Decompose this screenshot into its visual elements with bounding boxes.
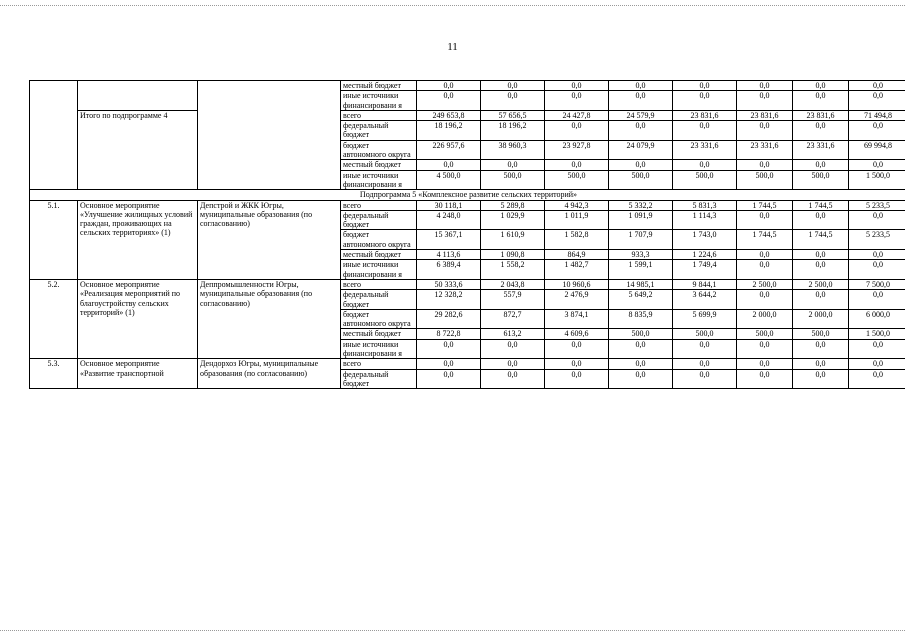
source-cell: иные источники финансировани я (341, 91, 417, 111)
amount-cell: 0,0 (737, 290, 793, 310)
table-row (30, 110, 905, 120)
executor-cell (198, 81, 341, 190)
amount-cell: 1 482,7 (545, 260, 609, 280)
amount-cell: 226 957,6 (417, 140, 481, 160)
amount-cell: 0,0 (545, 81, 609, 91)
table-row (30, 200, 905, 210)
amount-cell: 0,0 (849, 339, 905, 359)
amount-cell: 1 610,9 (481, 230, 545, 250)
total-label: Итого по подпрограмме 4 (78, 110, 198, 189)
amount-cell: 2 500,0 (793, 279, 849, 289)
source-cell: федеральный бюджет (341, 290, 417, 310)
amount-cell: 1 744,5 (737, 200, 793, 210)
source-cell: федеральный бюджет (341, 369, 417, 389)
amount-cell: 1 749,4 (673, 260, 737, 280)
amount-cell: 1 029,9 (481, 210, 545, 230)
page-number: 11 (447, 41, 458, 53)
source-cell: местный бюджет (341, 329, 417, 339)
amount-cell: 0,0 (849, 121, 905, 141)
amount-cell: 1 558,2 (481, 260, 545, 280)
amount-cell: 1 743,0 (673, 230, 737, 250)
amount-cell: 2 000,0 (793, 309, 849, 329)
amount-cell: 3 874,1 (545, 309, 609, 329)
amount-cell: 6 389,4 (417, 260, 481, 280)
amount-cell: 5 332,2 (609, 200, 673, 210)
amount-cell: 0,0 (545, 121, 609, 141)
amount-cell: 18 196,2 (481, 121, 545, 141)
amount-cell: 0,0 (417, 91, 481, 111)
amount-cell: 1 599,1 (609, 260, 673, 280)
amount-cell: 500,0 (673, 329, 737, 339)
amount-cell: 0,0 (609, 369, 673, 389)
amount-cell: 8 722,8 (417, 329, 481, 339)
amount-cell: 4 500,0 (417, 170, 481, 190)
amount-cell: 0,0 (673, 91, 737, 111)
amount-cell: 0,0 (793, 91, 849, 111)
amount-cell: 500,0 (793, 329, 849, 339)
amount-cell: 7 500,0 (849, 279, 905, 289)
item-number: 5.3. (30, 359, 78, 389)
amount-cell: 0,0 (481, 339, 545, 359)
amount-cell: 0,0 (673, 339, 737, 359)
amount-cell: 500,0 (609, 170, 673, 190)
amount-cell: 14 985,1 (609, 279, 673, 289)
amount-cell: 0,0 (793, 260, 849, 280)
amount-cell: 5 233,5 (849, 200, 905, 210)
amount-cell: 4 113,6 (417, 250, 481, 260)
amount-cell: 0,0 (673, 121, 737, 141)
amount-cell: 0,0 (737, 260, 793, 280)
source-cell: иные источники финансировани я (341, 260, 417, 280)
amount-cell: 0,0 (545, 91, 609, 111)
amount-cell: 24 427,8 (545, 110, 609, 120)
source-cell: иные источники финансировани я (341, 170, 417, 190)
amount-cell: 6 000,0 (849, 309, 905, 329)
activity-name: Основное мероприятие «Улучшение жилищных условий граждан, проживающих на сельских территориях» (1) (78, 200, 198, 279)
amount-cell: 500,0 (545, 170, 609, 190)
amount-cell: 2 500,0 (737, 279, 793, 289)
scan-bottom-edge (0, 630, 905, 632)
amount-cell: 38 960,3 (481, 140, 545, 160)
amount-cell: 0,0 (545, 160, 609, 170)
amount-cell: 23 831,6 (737, 110, 793, 120)
amount-cell: 500,0 (481, 170, 545, 190)
amount-cell: 23 331,6 (737, 140, 793, 160)
budget-table (29, 80, 905, 389)
amount-cell: 864,9 (545, 250, 609, 260)
amount-cell: 23 927,8 (545, 140, 609, 160)
source-cell: федеральный бюджет (341, 210, 417, 230)
amount-cell: 0,0 (609, 121, 673, 141)
amount-cell: 0,0 (737, 369, 793, 389)
amount-cell: 18 196,2 (417, 121, 481, 141)
table-row (30, 190, 905, 200)
amount-cell: 2 476,9 (545, 290, 609, 310)
amount-cell: 5 233,5 (849, 230, 905, 250)
amount-cell: 0,0 (737, 81, 793, 91)
amount-cell: 1 224,6 (673, 250, 737, 260)
amount-cell: 0,0 (417, 160, 481, 170)
amount-cell: 0,0 (737, 339, 793, 359)
source-cell: бюджет автономного округа (341, 230, 417, 250)
amount-cell: 4 942,3 (545, 200, 609, 210)
amount-cell: 0,0 (481, 369, 545, 389)
amount-cell: 1 091,9 (609, 210, 673, 230)
amount-cell: 5 649,2 (609, 290, 673, 310)
amount-cell: 500,0 (609, 329, 673, 339)
source-cell: иные источники финансировани я (341, 339, 417, 359)
amount-cell: 0,0 (417, 339, 481, 359)
source-cell: всего (341, 279, 417, 289)
amount-cell: 0,0 (793, 121, 849, 141)
amount-cell: 872,7 (481, 309, 545, 329)
source-cell: всего (341, 200, 417, 210)
table-row (30, 81, 905, 91)
amount-cell: 0,0 (793, 369, 849, 389)
amount-cell: 1 707,9 (609, 230, 673, 250)
amount-cell: 613,2 (481, 329, 545, 339)
amount-cell: 29 282,6 (417, 309, 481, 329)
amount-cell: 0,0 (793, 290, 849, 310)
activity-name: Основное мероприятие «Развитие транспортной (78, 359, 198, 389)
amount-cell: 0,0 (793, 359, 849, 369)
activity-name: Основное мероприятие «Реализация мероприятий по благоустройству сельских территорий» (1) (78, 279, 198, 358)
amount-cell: 1 582,8 (545, 230, 609, 250)
amount-cell: 1 011,9 (545, 210, 609, 230)
amount-cell: 24 079,9 (609, 140, 673, 160)
amount-cell: 0,0 (793, 339, 849, 359)
amount-cell: 0,0 (609, 91, 673, 111)
subprogram-title: Подпрограмма 5 «Комплексное развитие сельских территорий» (30, 190, 905, 200)
amount-cell: 0,0 (793, 210, 849, 230)
amount-cell: 0,0 (849, 210, 905, 230)
amount-cell: 4 248,0 (417, 210, 481, 230)
amount-cell: 0,0 (737, 210, 793, 230)
amount-cell: 0,0 (417, 81, 481, 91)
amount-cell: 0,0 (609, 160, 673, 170)
amount-cell: 8 835,9 (609, 309, 673, 329)
amount-cell: 0,0 (609, 339, 673, 359)
amount-cell: 0,0 (481, 160, 545, 170)
amount-cell: 23 831,6 (793, 110, 849, 120)
amount-cell: 0,0 (849, 359, 905, 369)
amount-cell: 1 744,5 (793, 200, 849, 210)
amount-cell: 1 744,5 (793, 230, 849, 250)
amount-cell: 4 609,6 (545, 329, 609, 339)
amount-cell: 557,9 (481, 290, 545, 310)
amount-cell: 23 331,6 (673, 140, 737, 160)
scan-top-edge (0, 5, 905, 7)
executor-name: Депстрой и ЖКК Югры, муниципальные образования (по согласованию) (198, 200, 341, 279)
amount-cell: 0,0 (737, 160, 793, 170)
amount-cell: 0,0 (673, 81, 737, 91)
amount-cell: 0,0 (793, 81, 849, 91)
item-number: 5.1. (30, 200, 78, 279)
amount-cell: 0,0 (673, 359, 737, 369)
source-cell: всего (341, 110, 417, 120)
amount-cell: 30 118,1 (417, 200, 481, 210)
amount-cell: 57 656,5 (481, 110, 545, 120)
amount-cell: 2 043,8 (481, 279, 545, 289)
source-cell: местный бюджет (341, 160, 417, 170)
amount-cell: 0,0 (545, 339, 609, 359)
amount-cell: 1 744,5 (737, 230, 793, 250)
amount-cell: 1 090,8 (481, 250, 545, 260)
amount-cell: 0,0 (849, 260, 905, 280)
amount-cell: 0,0 (673, 369, 737, 389)
activity-cell (78, 81, 198, 111)
amount-cell: 1 500,0 (849, 170, 905, 190)
amount-cell: 0,0 (737, 250, 793, 260)
amount-cell: 9 844,1 (673, 279, 737, 289)
source-cell: бюджет автономного округа (341, 140, 417, 160)
amount-cell: 500,0 (793, 170, 849, 190)
amount-cell: 0,0 (481, 81, 545, 91)
amount-cell: 0,0 (481, 91, 545, 111)
amount-cell: 5 699,9 (673, 309, 737, 329)
amount-cell: 0,0 (849, 369, 905, 389)
source-cell: местный бюджет (341, 250, 417, 260)
amount-cell: 10 960,6 (545, 279, 609, 289)
amount-cell: 0,0 (481, 359, 545, 369)
amount-cell: 50 333,6 (417, 279, 481, 289)
executor-name: Дендорхоз Югры, муниципальные образования (по согласованию) (198, 359, 341, 389)
amount-cell: 23 831,6 (673, 110, 737, 120)
source-cell: местный бюджет (341, 81, 417, 91)
amount-cell: 5 289,8 (481, 200, 545, 210)
amount-cell: 500,0 (737, 170, 793, 190)
amount-cell: 0,0 (849, 250, 905, 260)
row-number-cell (30, 81, 78, 190)
amount-cell: 1 500,0 (849, 329, 905, 339)
amount-cell: 500,0 (673, 170, 737, 190)
amount-cell: 500,0 (737, 329, 793, 339)
source-cell: всего (341, 359, 417, 369)
amount-cell: 0,0 (849, 81, 905, 91)
executor-name: Деппромышленности Югры, муниципальные образования (по согласованию) (198, 279, 341, 358)
amount-cell: 12 328,2 (417, 290, 481, 310)
amount-cell: 0,0 (793, 250, 849, 260)
item-number: 5.2. (30, 279, 78, 358)
table-row (30, 359, 905, 369)
amount-cell: 0,0 (737, 91, 793, 111)
table-row (30, 279, 905, 289)
amount-cell: 0,0 (849, 160, 905, 170)
amount-cell: 0,0 (609, 81, 673, 91)
amount-cell: 0,0 (545, 359, 609, 369)
amount-cell: 0,0 (417, 369, 481, 389)
amount-cell: 23 331,6 (793, 140, 849, 160)
amount-cell: 0,0 (737, 121, 793, 141)
amount-cell: 24 579,9 (609, 110, 673, 120)
amount-cell: 15 367,1 (417, 230, 481, 250)
amount-cell: 3 644,2 (673, 290, 737, 310)
amount-cell: 0,0 (417, 359, 481, 369)
amount-cell: 71 494,8 (849, 110, 905, 120)
amount-cell: 0,0 (793, 160, 849, 170)
amount-cell: 0,0 (545, 369, 609, 389)
amount-cell: 1 114,3 (673, 210, 737, 230)
amount-cell: 249 653,8 (417, 110, 481, 120)
source-cell: федеральный бюджет (341, 121, 417, 141)
amount-cell: 0,0 (849, 91, 905, 111)
amount-cell: 69 994,8 (849, 140, 905, 160)
amount-cell: 0,0 (849, 290, 905, 310)
amount-cell: 933,3 (609, 250, 673, 260)
amount-cell: 2 000,0 (737, 309, 793, 329)
amount-cell: 0,0 (737, 359, 793, 369)
amount-cell: 5 831,3 (673, 200, 737, 210)
amount-cell: 0,0 (673, 160, 737, 170)
amount-cell: 0,0 (609, 359, 673, 369)
source-cell: бюджет автономного округа (341, 309, 417, 329)
